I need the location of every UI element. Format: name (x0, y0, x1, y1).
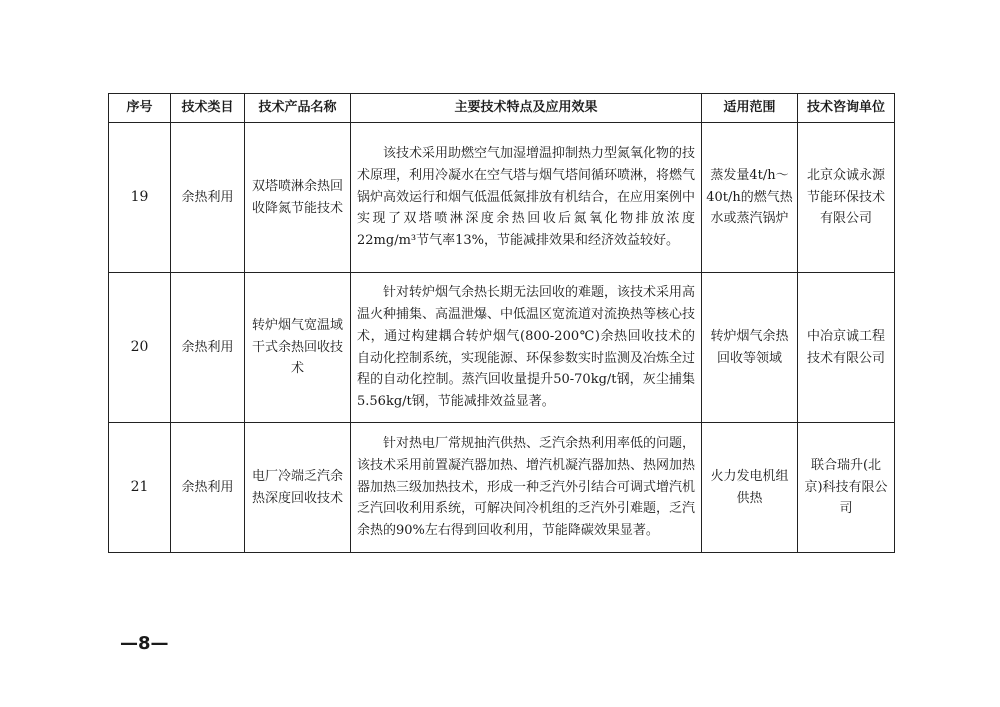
row-consultant: 中冶京诚工程技术有限公司 (798, 273, 895, 423)
header-consultant: 技术咨询单位 (798, 94, 895, 123)
row-product: 转炉烟气宽温域干式余热回收技术 (245, 273, 351, 423)
table-row (109, 273, 895, 423)
header-features: 主要技术特点及应用效果 (351, 94, 702, 123)
row-seq: 19 (109, 123, 171, 273)
row-category: 余热利用 (171, 273, 245, 423)
row-consultant: 联合瑞升(北京)科技有限公司 (798, 423, 895, 553)
table-row (109, 423, 895, 553)
row-scope: 蒸发量4t/h～40t/h的燃气热水或蒸汽锅炉 (702, 123, 798, 273)
row-seq: 20 (109, 273, 171, 423)
row-features: 针对热电厂常规抽汽供热、乏汽余热利用率低的问题，该技术采用前置凝汽器加热、增汽机凝汽器加热、热网加热器加热三级加热技术，形成一种乏汽外引结合可调式增汽机乏汽回收利用系统，可解决间冷机组的乏汽外引难题，乏汽余热的90%左右得到回收利用，节能降碳效果显著。 (351, 423, 702, 553)
row-consultant: 北京众诚永源节能环保技术有限公司 (798, 123, 895, 273)
row-category: 余热利用 (171, 123, 245, 273)
table-header (109, 94, 895, 123)
header-seq: 序号 (109, 94, 171, 123)
page-number: —8— (120, 633, 169, 654)
row-features: 针对转炉烟气余热长期无法回收的难题，该技术采用高温火种捕集、高温泄爆、中低温区宽流道对流换热等核心技术，通过构建耦合转炉烟气(800-200℃)余热回收技术的自动化控制系统，实现能源、环保参数实时监测及冶炼全过程的自动化控制。蒸汽回收量提升50-70kg/t钢，灰尘捕集5.56kg/t钢，节能减排效益显著。 (351, 273, 702, 423)
row-seq: 21 (109, 423, 171, 553)
row-product: 电厂冷端乏汽余热深度回收技术 (245, 423, 351, 553)
table-row (109, 123, 895, 273)
table-body (109, 123, 895, 553)
header-row (109, 94, 895, 123)
header-product: 技术产品名称 (245, 94, 351, 123)
header-scope: 适用范围 (702, 94, 798, 123)
row-features: 该技术采用助燃空气加湿增温抑制热力型氮氧化物的技术原理，利用冷凝水在空气塔与烟气塔间循环喷淋，将燃气锅炉高效运行和烟气低温低氮排放有机结合，在应用案例中实现了双塔喷淋深度余热回收后氮氧化物排放浓度22mg/m³节气率13%，节能减排效果和经济效益较好。 (351, 123, 702, 273)
header-category: 技术类目 (171, 94, 245, 123)
row-category: 余热利用 (171, 423, 245, 553)
technology-table (108, 93, 895, 553)
row-scope: 转炉烟气余热回收等领域 (702, 273, 798, 423)
row-product: 双塔喷淋余热回收降氮节能技术 (245, 123, 351, 273)
row-scope: 火力发电机组供热 (702, 423, 798, 553)
